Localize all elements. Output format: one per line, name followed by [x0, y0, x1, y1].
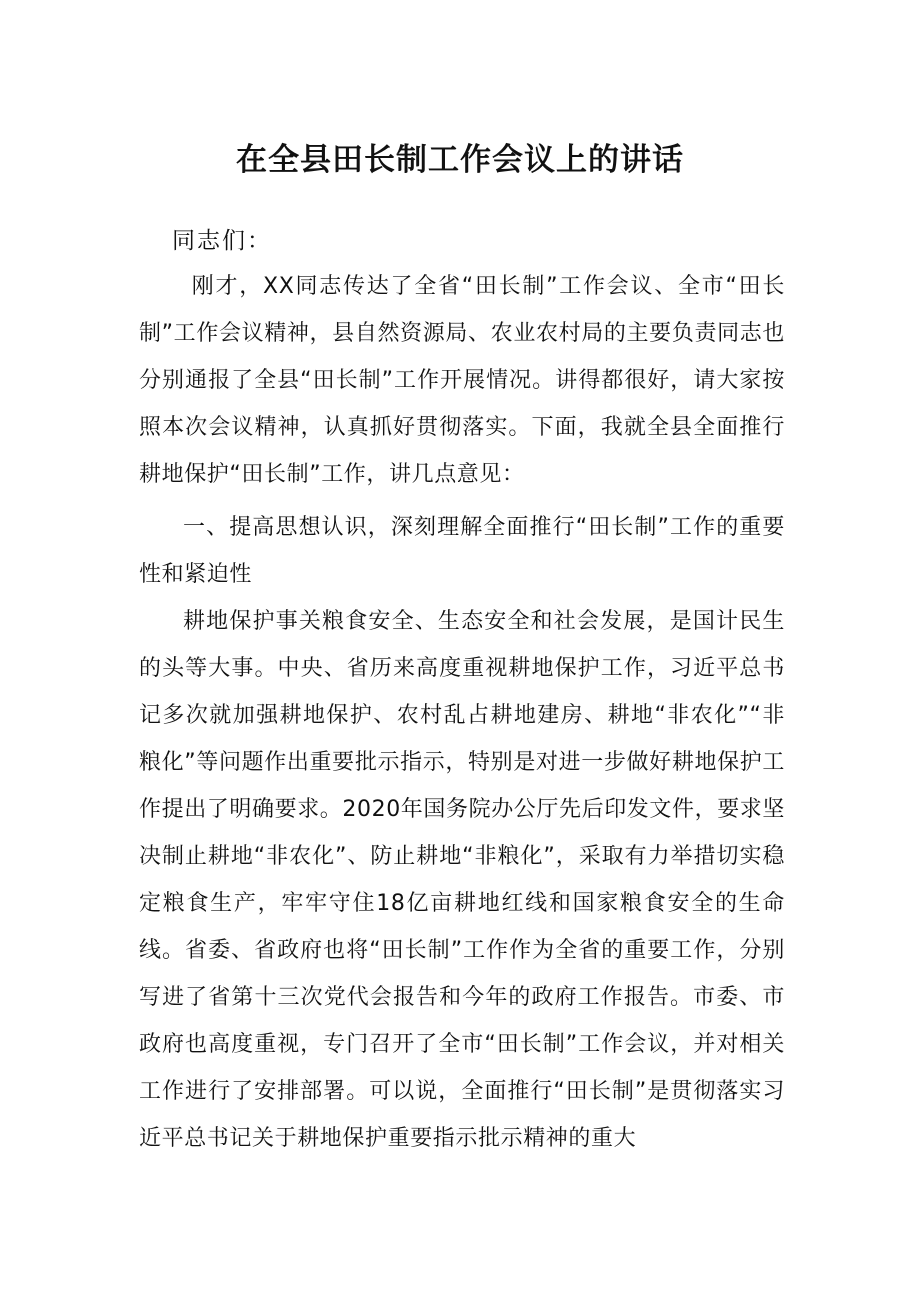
paragraph-opening: 刚才，XX同志传达了全省“田长制”工作会议、全市“田长制”工作会议精神，县自然资源局、农业农村局的主要负责同志也分别通报了全县“田长制”工作开展情况。讲得都很好，请大家按照本次会议精神，认真抓好贯彻落实。下面，我就全县全面推行耕地保护“田长制”工作，讲几点意见： — [139, 274, 785, 487]
salutation: 同志们： — [172, 228, 272, 254]
document-title: 在全县田长制工作会议上的讲话 — [236, 142, 684, 178]
paragraph-body: 耕地保护事关粮食安全、生态安全和社会发展，是国计民生的头等大事。中央、省历来高度重视耕地保护工作，习近平总书记多次就加强耕地保护、农村乱占耕地建房、耕地“非农化”“非粮化”等问题作出重要批示指示，特别是对进一步做好耕地保护工作提出了明确要求。2020年国务院办公厅先后印发文件，要求坚决制止耕地“非农化”、防止耕地“非粮化”，采取有力举措切实稳定粮食生产，牢牢守住18亿亩耕地红线和国家粮食安全的生命线。省委、省政府也将“田长制”工作作为全省的重要工作，分别写进了省第十三次党代会报告和今年的政府工作报告。市委、市政府也高度重视，专门召开了全市“田长制”工作会议，并对相关工作进行了安排部署。可以说，全面推行“田长制”是贯彻落实习近平总书记关于耕地保护重要指示批示精神的重大 — [139, 609, 785, 1151]
section-heading-1: 一、提高思想认识，深刻理解全面推行“田长制”工作的重要性和紧迫性 — [139, 515, 785, 587]
